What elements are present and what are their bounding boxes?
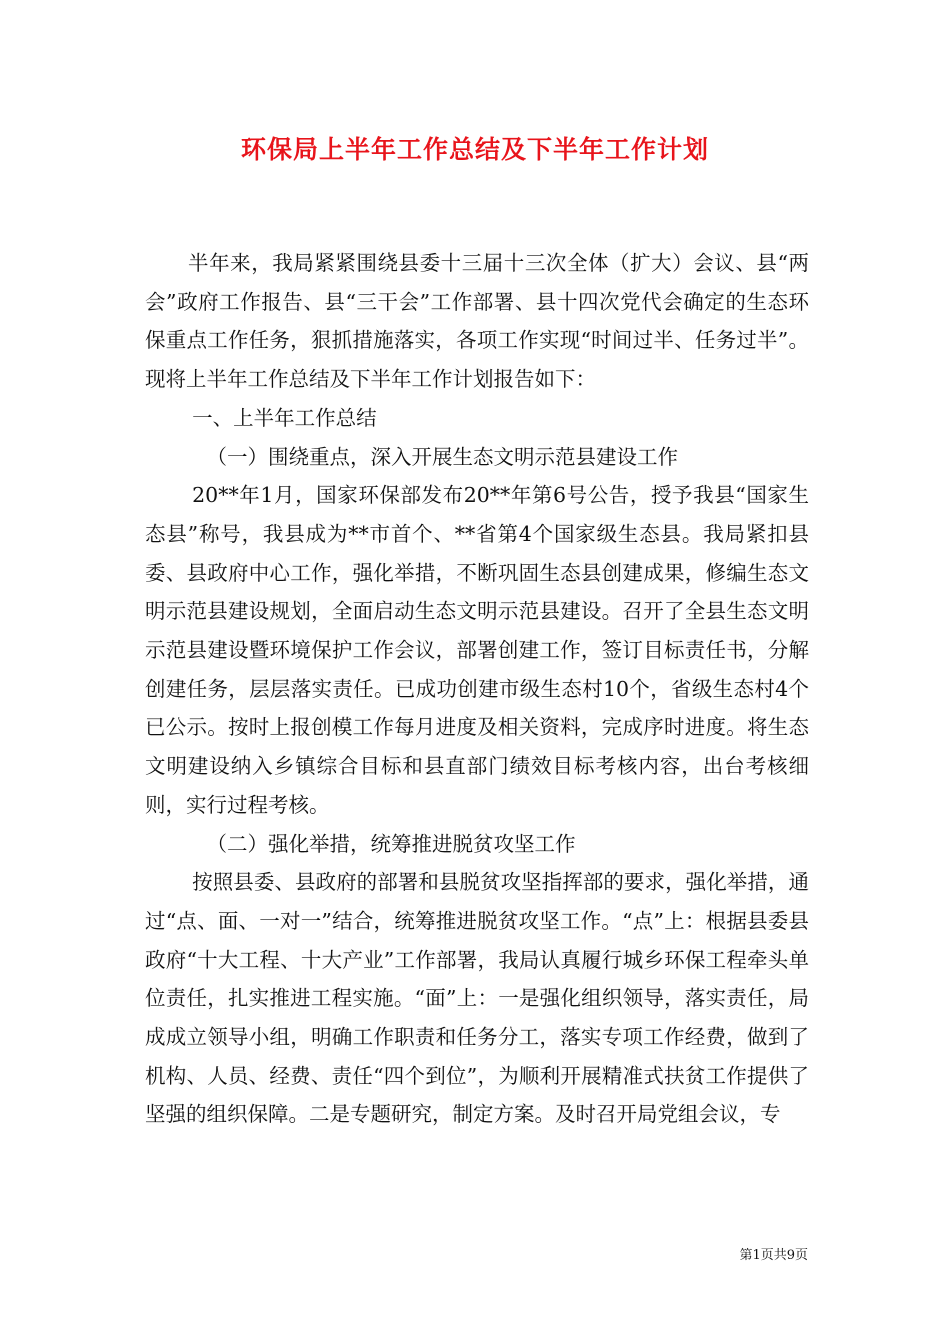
body-paragraph-1: 20**年1月，国家环保部发布20**年第6号公告，授予我县“国家生态县”称号，我县成为**市首个、**省第4个国家级生态县。我局紧扣县委、县政府中心工作，强化举措，不断巩固生态县创建成果，修编生态文明示范县建设规划，全面启动生态文明示范县建设。召开了全县生态文明示范县建设暨环境保护工作会议，部署创建工作，签订目标责任书，分解创建任务，层层落实责任。已成功创建市级生态村10个，省级生态村4个已公示。按时上报创模工作每月进度及相关资料，完成序时进度。将生态文明建设纳入乡镇综合目标和县直部门绩效目标考核内容，出台考核细则，实行过程考核。: [145, 483, 809, 817]
subsection-heading-2: （二）强化举措，统筹推进脱贫攻坚工作: [206, 831, 576, 856]
subsection-heading-1: （一）围绕重点，深入开展生态文明示范县建设工作: [206, 444, 678, 469]
intro-paragraph: 半年来，我局紧紧围绕县委十三届十三次全体（扩大）会议、县“两会”政府工作报告、县“三干会”工作部署、县十四次党代会确定的生态环保重点工作任务，狠抓措施落实，各项工作实现“时间过半、任务过半”。现将上半年工作总结及下半年工作计划报告如下：: [145, 251, 809, 392]
document-title: 环保局上半年工作总结及下半年工作计划: [240, 135, 709, 164]
document-body: [145, 244, 809, 1134]
section-heading-1: 一、上半年工作总结: [192, 405, 377, 430]
body-paragraph-2: 按照县委、县政府的部署和县脱贫攻坚指挥部的要求，强化举措，通过“点、面、一对一”结合，统筹推进脱贫攻坚工作。“点”上：根据县委县政府“十大工程、十大产业”工作部署，我局认真履行城乡环保工程牵头单位责任，扎实推进工程实施。“面”上：一是强化组织领导，落实责任，局成成立领导小组，明确工作职责和任务分工，落实专项工作经费，做到了机构、人员、经费、责任“四个到位”，为顺利开展精准式扶贫工作提供了坚强的组织保障。二是专题研究，制定方案。及时召开局党组会议，专: [145, 870, 809, 1127]
page-number-footer: 第1页共9页: [739, 1248, 808, 1263]
